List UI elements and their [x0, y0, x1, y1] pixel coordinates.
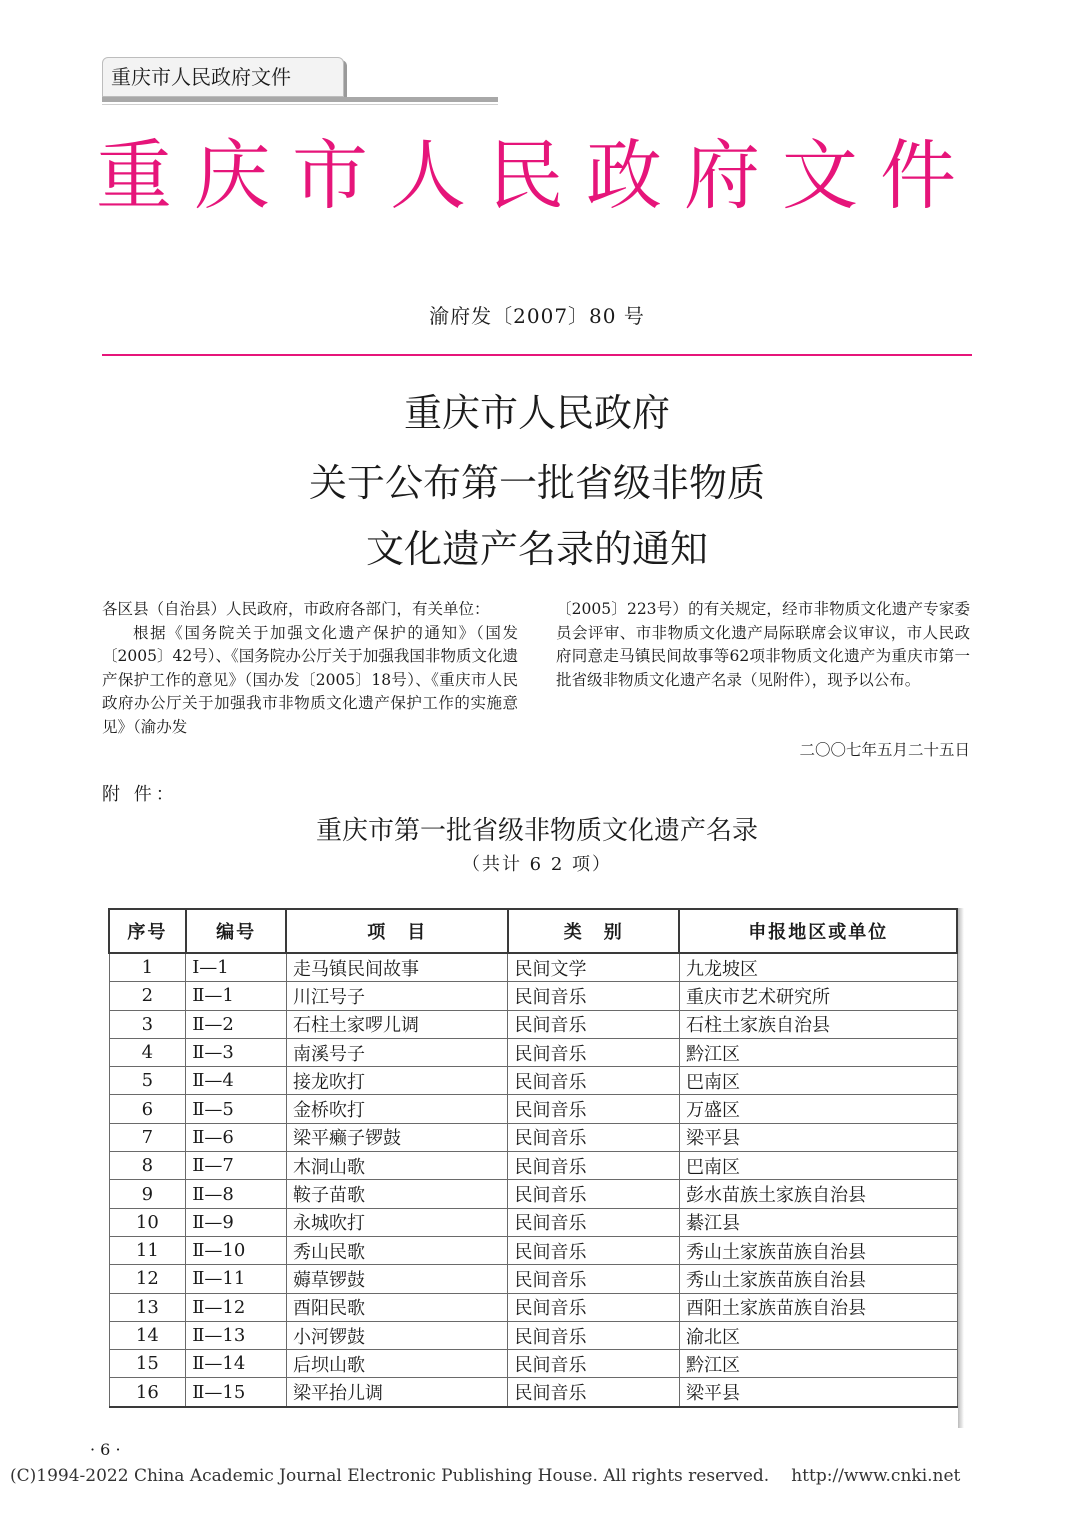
cell-item: 梁平癞子锣鼓 — [286, 1123, 508, 1151]
cell-seq: 15 — [109, 1350, 186, 1378]
body-right-column — [556, 598, 970, 692]
table-row — [109, 1378, 957, 1407]
cell-code: Ⅱ—15 — [186, 1378, 287, 1407]
cell-seq: 12 — [109, 1265, 186, 1293]
table-body — [109, 953, 957, 1407]
table-shadow — [958, 908, 964, 1428]
body-paragraph-1: 根据《国务院关于加强文化遗产保护的通知》（国发〔2005〕42号）、《国务院办公厅关于加强我国非物质文化遗产保护工作的意见》（国办发〔2005〕18号）、《重庆市人民政府办公厅关于加强我市非物质文化遗产保护工作的实施意见》（渝办发 — [102, 623, 518, 736]
header-rule-thin — [102, 104, 498, 105]
title-line-1: 重庆市人民政府 — [403, 391, 670, 435]
header-region: 申报地区或单位 — [679, 909, 957, 953]
cell-item: 薅草锣鼓 — [286, 1265, 508, 1293]
cell-region: 巴南区 — [679, 1152, 957, 1180]
cell-region: 秀山土家族苗族自治县 — [679, 1265, 957, 1293]
cell-category: 民间音乐 — [508, 1152, 679, 1180]
issue-date: 二〇〇七年五月二十五日 — [799, 741, 970, 759]
cell-region: 綦江县 — [679, 1208, 957, 1236]
cell-seq: 3 — [109, 1010, 186, 1038]
cell-item: 石柱土家啰儿调 — [286, 1010, 508, 1038]
table-row — [109, 953, 957, 982]
cell-category: 民间音乐 — [508, 1321, 679, 1349]
cell-category: 民间音乐 — [508, 1180, 679, 1208]
cell-item: 南溪号子 — [286, 1038, 508, 1066]
cell-code: Ⅱ—8 — [186, 1180, 287, 1208]
masthead: 重庆市人民政府文件 — [96, 131, 978, 220]
table-row — [109, 1038, 957, 1066]
cell-code: Ⅱ—9 — [186, 1208, 287, 1236]
cell-region: 万盛区 — [679, 1095, 957, 1123]
table-row — [109, 1236, 957, 1264]
cell-region: 彭水苗族土家族自治县 — [679, 1180, 957, 1208]
cell-seq: 11 — [109, 1236, 186, 1264]
cell-item: 秀山民歌 — [286, 1236, 508, 1264]
cell-seq: 9 — [109, 1180, 186, 1208]
footer-copyright: (C)1994-2022 China Academic Journal Electronic Publishing House. All rights reserved. — [10, 1466, 770, 1486]
cell-code: Ⅱ—6 — [186, 1123, 287, 1151]
table-row — [109, 1350, 957, 1378]
cell-region: 黔江区 — [679, 1038, 957, 1066]
cell-region: 梁平县 — [679, 1123, 957, 1151]
cell-code: Ⅱ—1 — [186, 982, 287, 1010]
footer — [10, 1466, 960, 1486]
cell-category: 民间音乐 — [508, 1350, 679, 1378]
cell-code: Ⅱ—13 — [186, 1321, 287, 1349]
cell-region: 黔江区 — [679, 1350, 957, 1378]
table-row — [109, 1010, 957, 1038]
cell-code: Ⅱ—11 — [186, 1265, 287, 1293]
cell-code: Ⅱ—14 — [186, 1350, 287, 1378]
cell-category: 民间音乐 — [508, 1067, 679, 1095]
cell-category: 民间音乐 — [508, 1236, 679, 1264]
table-row — [109, 1180, 957, 1208]
list-title: 重庆市第一批省级非物质文化遗产名录 — [315, 816, 758, 846]
cell-region: 渝北区 — [679, 1321, 957, 1349]
header-category: 类 别 — [508, 909, 679, 953]
cell-seq: 2 — [109, 982, 186, 1010]
table-row — [109, 1293, 957, 1321]
cell-seq: 6 — [109, 1095, 186, 1123]
cell-item: 走马镇民间故事 — [286, 953, 508, 982]
cell-item: 小河锣鼓 — [286, 1321, 508, 1349]
cell-category: 民间音乐 — [508, 1123, 679, 1151]
cell-category: 民间音乐 — [508, 1293, 679, 1321]
footer-url: http://www.cnki.net — [791, 1466, 961, 1486]
header-item: 项 目 — [286, 909, 508, 953]
table-row — [109, 1123, 957, 1151]
heritage-table-container — [108, 908, 958, 1408]
cell-code: Ⅰ—1 — [186, 953, 287, 982]
cell-seq: 10 — [109, 1208, 186, 1236]
table-row — [109, 1067, 957, 1095]
table-row — [109, 982, 957, 1010]
header-tab: 重庆市人民政府文件 — [102, 57, 344, 97]
cell-code: Ⅱ—3 — [186, 1038, 287, 1066]
cell-region: 重庆市艺术研究所 — [679, 982, 957, 1010]
salutation: 各区县（自治县）人民政府，市政府各部门，有关单位： — [102, 600, 490, 618]
cell-item: 金桥吹打 — [286, 1095, 508, 1123]
cell-seq: 16 — [109, 1378, 186, 1407]
cell-item: 后坝山歌 — [286, 1350, 508, 1378]
title-line-3: 文化遗产名录的通知 — [365, 527, 708, 571]
cell-region: 秀山土家族苗族自治县 — [679, 1236, 957, 1264]
cell-region: 梁平县 — [679, 1378, 957, 1407]
page-number: · 6 · — [90, 1440, 121, 1459]
red-divider — [102, 354, 972, 356]
cell-item: 木洞山歌 — [286, 1152, 508, 1180]
cell-item: 鞍子苗歌 — [286, 1180, 508, 1208]
table-row — [109, 1208, 957, 1236]
table-row — [109, 1152, 957, 1180]
cell-item: 酉阳民歌 — [286, 1293, 508, 1321]
cell-category: 民间音乐 — [508, 1038, 679, 1066]
cell-category: 民间音乐 — [508, 1095, 679, 1123]
attachment-label: 附 件： — [102, 784, 178, 805]
heritage-table — [108, 908, 958, 1408]
cell-code: Ⅱ—10 — [186, 1236, 287, 1264]
cell-region: 酉阳土家族苗族自治县 — [679, 1293, 957, 1321]
cell-category: 民间音乐 — [508, 1378, 679, 1407]
body-paragraph-2: 〔2005〕223号）的有关规定，经市非物质文化遗产专家委员会评审、市非物质文化遗产局际联席会议审议，市人民政府同意走马镇民间故事等62项非物质文化遗产为重庆市第一批省级非物质文化遗产名录（见附件），现予以公布。 — [556, 600, 970, 689]
cell-code: Ⅱ—7 — [186, 1152, 287, 1180]
cell-item: 接龙吹打 — [286, 1067, 508, 1095]
cell-code: Ⅱ—5 — [186, 1095, 287, 1123]
cell-category: 民间音乐 — [508, 982, 679, 1010]
cell-category: 民间音乐 — [508, 1265, 679, 1293]
cell-seq: 13 — [109, 1293, 186, 1321]
cell-category: 民间文学 — [508, 953, 679, 982]
cell-region: 九龙坡区 — [679, 953, 957, 982]
header-seq: 序号 — [109, 909, 186, 953]
document-number: 渝府发〔2007〕80 号 — [429, 304, 645, 328]
header-rule — [102, 97, 498, 102]
cell-seq: 4 — [109, 1038, 186, 1066]
list-count: （共计 6 2 项） — [461, 854, 613, 875]
cell-region: 石柱土家族自治县 — [679, 1010, 957, 1038]
cell-region: 巴南区 — [679, 1067, 957, 1095]
header-code: 编号 — [186, 909, 287, 953]
cell-category: 民间音乐 — [508, 1010, 679, 1038]
cell-seq: 8 — [109, 1152, 186, 1180]
cell-item: 梁平抬儿调 — [286, 1378, 508, 1407]
cell-seq: 5 — [109, 1067, 186, 1095]
body-left-column — [102, 598, 518, 739]
cell-code: Ⅱ—2 — [186, 1010, 287, 1038]
cell-seq: 7 — [109, 1123, 186, 1151]
table-row — [109, 1265, 957, 1293]
table-row — [109, 1321, 957, 1349]
cell-seq: 1 — [109, 953, 186, 982]
cell-code: Ⅱ—4 — [186, 1067, 287, 1095]
cell-seq: 14 — [109, 1321, 186, 1349]
cell-code: Ⅱ—12 — [186, 1293, 287, 1321]
cell-item: 川江号子 — [286, 982, 508, 1010]
cell-item: 永城吹打 — [286, 1208, 508, 1236]
title-line-2: 关于公布第一批省级非物质 — [308, 461, 765, 505]
cell-category: 民间音乐 — [508, 1208, 679, 1236]
table-header-row — [109, 909, 957, 953]
table-row — [109, 1095, 957, 1123]
